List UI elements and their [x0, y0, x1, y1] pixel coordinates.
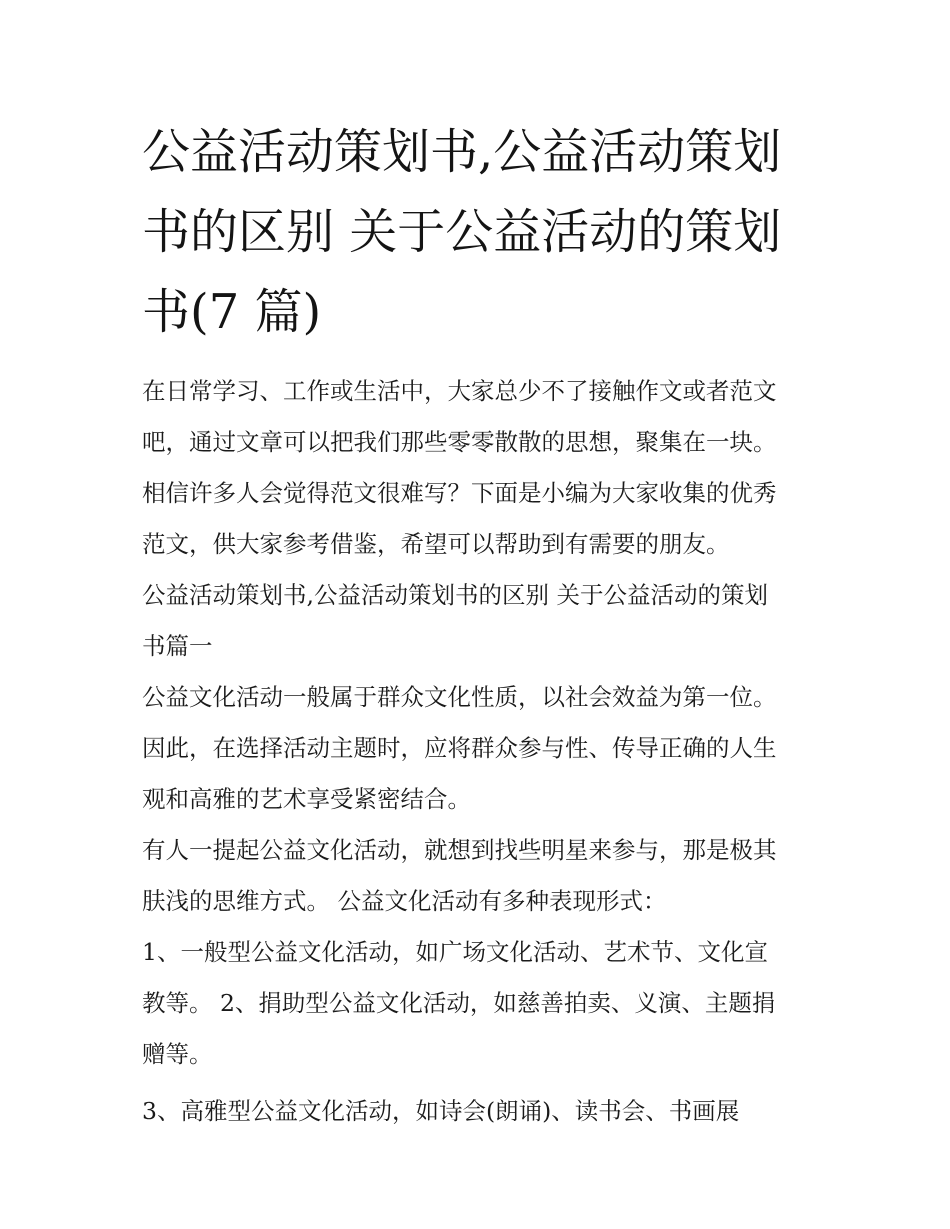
- text-line: 公益文化活动一般属于群众文化性质，以社会效益为第一位。: [142, 683, 777, 711]
- document-title: [142, 112, 817, 352]
- body-paragraph: [142, 825, 817, 927]
- text-line: 3、高雅型公益文化活动，如诗会(朗诵)、读书会、书画展: [142, 1097, 740, 1125]
- text-line: 公益活动策划书,公益活动策划书的区别 关于公益活动的策划: [142, 581, 768, 609]
- text-line: 有人一提起公益文化活动，就想到找些明星来参与，那是极其: [142, 836, 777, 864]
- document-page: [142, 112, 817, 1137]
- section-heading: [142, 570, 817, 672]
- title-line: 书的区别 关于公益活动的策划: [142, 204, 782, 260]
- text-line: 相信许多人会觉得范文很难写？下面是小编为大家收集的优秀: [142, 479, 777, 507]
- document-body: [142, 366, 817, 1137]
- list-paragraph: [142, 1086, 817, 1137]
- intro-paragraph: [142, 366, 817, 570]
- text-line: 1、一般型公益文化活动，如广场文化活动、艺术节、文化宣: [142, 938, 768, 966]
- text-line: 范文，供大家参考借鉴，希望可以帮助到有需要的朋友。: [142, 530, 730, 558]
- text-line: 吧，通过文章可以把我们那些零零散散的思想，聚集在一块。: [142, 428, 777, 456]
- text-line: 观和高雅的艺术享受紧密结合。: [142, 785, 471, 813]
- text-line: 因此，在选择活动主题时，应将群众参与性、传导正确的人生: [142, 734, 777, 762]
- text-line: 肤浅的思维方式。 公益文化活动有多种表现形式：: [142, 887, 667, 915]
- title-line: 书(7 篇): [142, 284, 322, 340]
- text-line: 在日常学习、工作或生活中，大家总少不了接触作文或者范文: [142, 377, 777, 405]
- body-paragraph: [142, 672, 817, 825]
- list-paragraph: [142, 927, 817, 1080]
- text-line: 教等。 2、捐助型公益文化活动，如慈善拍卖、义演、主题捐: [142, 989, 776, 1017]
- text-line: 书篇一: [142, 632, 213, 660]
- text-line: 赠等。: [142, 1040, 213, 1068]
- title-line: 公益活动策划书,公益活动策划: [142, 124, 782, 180]
